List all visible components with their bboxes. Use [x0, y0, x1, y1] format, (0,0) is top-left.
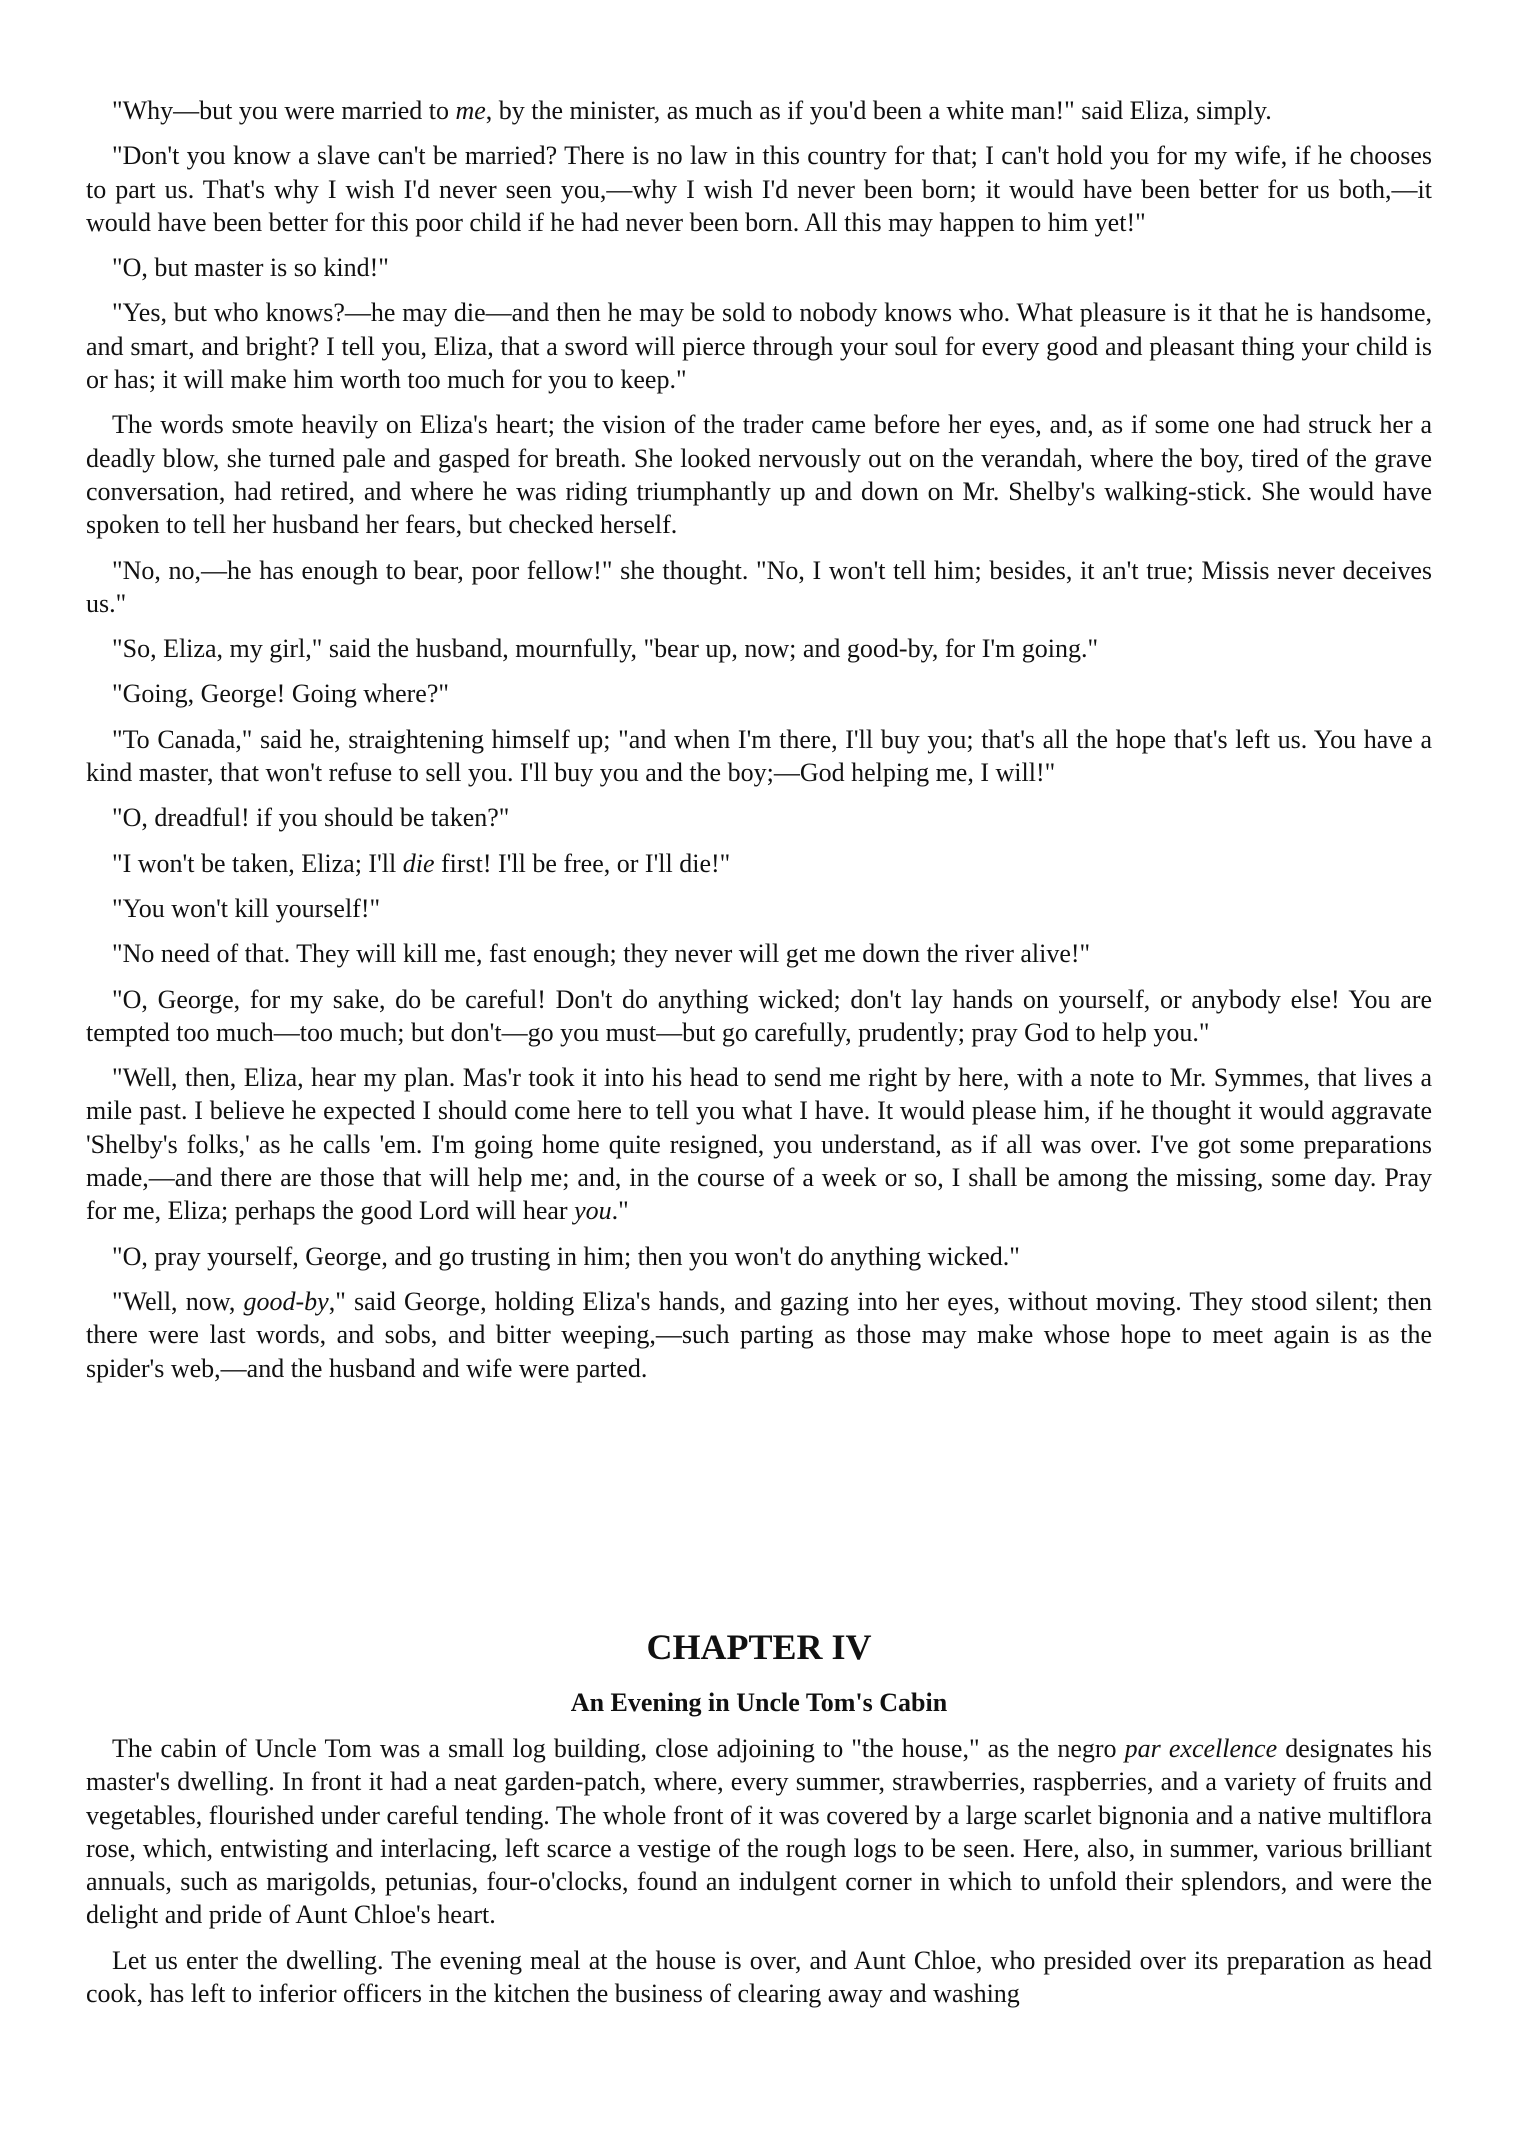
paragraph: [86, 1732, 1432, 1932]
emphasized-text: good-by: [243, 1286, 329, 1316]
paragraph: [86, 1944, 1432, 2011]
paragraph: [86, 1240, 1432, 1273]
emphasized-text: you: [574, 1196, 612, 1226]
paragraph: [86, 408, 1432, 541]
text-segment: "Going, George! Going where?": [112, 679, 449, 709]
text-segment: designates his master's dwelling. In front it had a neat garden-patch, where, every summer, strawberries, raspberries, and a variety of fruits and vegetables, flourished under careful tending. The whole front of it was covered by a large scarlet bignonia and a native multiflora rose, which, entwisting and interlacing, left scarce a vestige of the rough logs to be seen. Here, also, in summer, various brilliant annuals, such as marigolds, petunias, four-o'clocks, found an indulgent corner in which to unfold their splendors, and were the delight and pride of Aunt Chloe's heart.: [86, 1734, 1432, 1930]
paragraph: [86, 677, 1432, 710]
text-segment: "Well, then, Eliza, hear my plan. Mas'r took it into his head to send me right by here, with a note to Mr. Symmes, that lives a mile past. I believe he expected I should come here to tell you what I have. It would please him, if he thought it would aggravate 'Shelby's folks,' as he calls 'em. I'm going home quite resigned, you understand, as if all was over. I've got some preparations made,—and there are those that will help me; and, in the course of a week or so, I shall be among the missing, some day. Pray for me, Eliza; perhaps the good Lord will hear: [86, 1063, 1432, 1226]
text-segment: The cabin of Uncle Tom was a small log building, close adjoining to "the house," as the negro: [112, 1734, 1125, 1763]
text-segment: "Don't you know a slave can't be married? There is no law in this country for that; I can't hold you for my wife, if he chooses to part us. That's why I wish I'd never seen you,—why I wish I'd never been born; it would have been better for us both,—it would have been better for this poor child if he had never been born. All this may happen to him yet!": [86, 141, 1432, 237]
text-segment: The words smote heavily on Eliza's heart; the vision of the trader came before her eyes, and, as if some one had struck her a deadly blow, she turned pale and gasped for breath. She looked nervously out on the verandah, where the boy, tired of the grave conversation, had retired, and where he was riding triumphantly up and down on Mr. Shelby's walking-stick. She would have spoken to tell her husband her fears, but checked herself.: [86, 410, 1432, 540]
text-segment: "O, dreadful! if you should be taken?": [112, 803, 510, 833]
text-segment: "Well, now,: [112, 1286, 244, 1316]
text-segment: "O, pray yourself, George, and go trusting in him; then you won't do anything wicked.": [112, 1241, 1020, 1271]
text-segment: "So, Eliza, my girl," said the husband, mournfully, "bear up, now; and good-by, for I'm going.": [112, 634, 1099, 664]
text-segment: "No need of that. They will kill me, fast enough; they never will get me down the river alive!": [112, 939, 1091, 969]
text-segment: Let us enter the dwelling. The evening meal at the house is over, and Aunt Chloe, who presided over its preparation as head cook, has left to inferior officers in the kitchen the business of clearing away and washing: [86, 1945, 1432, 2009]
dialogue-section: [86, 94, 1432, 1385]
chapter-subtitle: An Evening in Uncle Tom's Cabin: [570, 1688, 948, 1717]
text-segment: "To Canada," said he, straightening himself up; "and when I'm there, I'll buy you; that's all the hope that's left us. You have a kind master, that won't refuse to sell you. I'll buy you and the boy;—God helping me, I will!": [86, 724, 1432, 788]
paragraph: [86, 632, 1432, 665]
chapter-body: [86, 1732, 1432, 2010]
text-segment: , by the minister, as much as if you'd been a white man!" said Eliza, simply.: [485, 96, 1272, 125]
text-segment: .": [611, 1196, 629, 1226]
paragraph: [86, 723, 1432, 790]
text-segment: "You won't kill yourself!": [112, 893, 381, 923]
paragraph: [86, 139, 1432, 239]
paragraph: [86, 554, 1432, 621]
paragraph: [86, 1061, 1432, 1227]
text-segment: "I won't be taken, Eliza; I'll: [112, 848, 403, 878]
paragraph: [86, 801, 1432, 834]
paragraph: [86, 94, 1432, 127]
paragraph: [86, 937, 1432, 970]
emphasized-text: par excellence: [1124, 1734, 1278, 1763]
text-segment: "O, George, for my sake, do be careful! Don't do anything wicked; don't lay hands on yourself, or anybody else! You are tempted too much—too much; but don't—go you must—but go carefully, prudently; pray God to help you.": [86, 984, 1432, 1047]
text-segment: ," said George, holding Eliza's hands, and gazing into her eyes, without moving. They stood silent; then there were last words, and sobs, and bitter weeping,—such parting as those may make whose hope to meet again is as the spider's web,—and the husband and wife were parted.: [86, 1286, 1432, 1383]
emphasized-text: die: [402, 848, 435, 878]
text-segment: "Why—but you were married to: [112, 96, 456, 125]
paragraph: [86, 892, 1432, 925]
chapter-title: CHAPTER IV: [646, 1627, 872, 1667]
chapter-header: [86, 1625, 1432, 1719]
paragraph: [86, 1285, 1432, 1385]
paragraph: [86, 296, 1432, 396]
emphasized-text: me: [455, 96, 486, 125]
paragraph: [86, 847, 1432, 880]
paragraph: [86, 983, 1432, 1050]
text-segment: "O, but master is so kind!": [112, 253, 389, 283]
paragraph: [86, 251, 1432, 284]
text-segment: "Yes, but who knows?—he may die—and then he may be sold to nobody knows who. What pleasure is it that he is handsome, and smart, and bright? I tell you, Eliza, that a sword will pierce through your soul for every good and pleasant thing your child is or has; it will make him worth too much for you to keep.": [86, 298, 1432, 395]
text-segment: first! I'll be free, or I'll die!": [434, 848, 731, 878]
text-segment: "No, no,—he has enough to bear, poor fellow!" she thought. "No, I won't tell him; besides, it an't true; Missis never deceives us.": [86, 555, 1432, 618]
